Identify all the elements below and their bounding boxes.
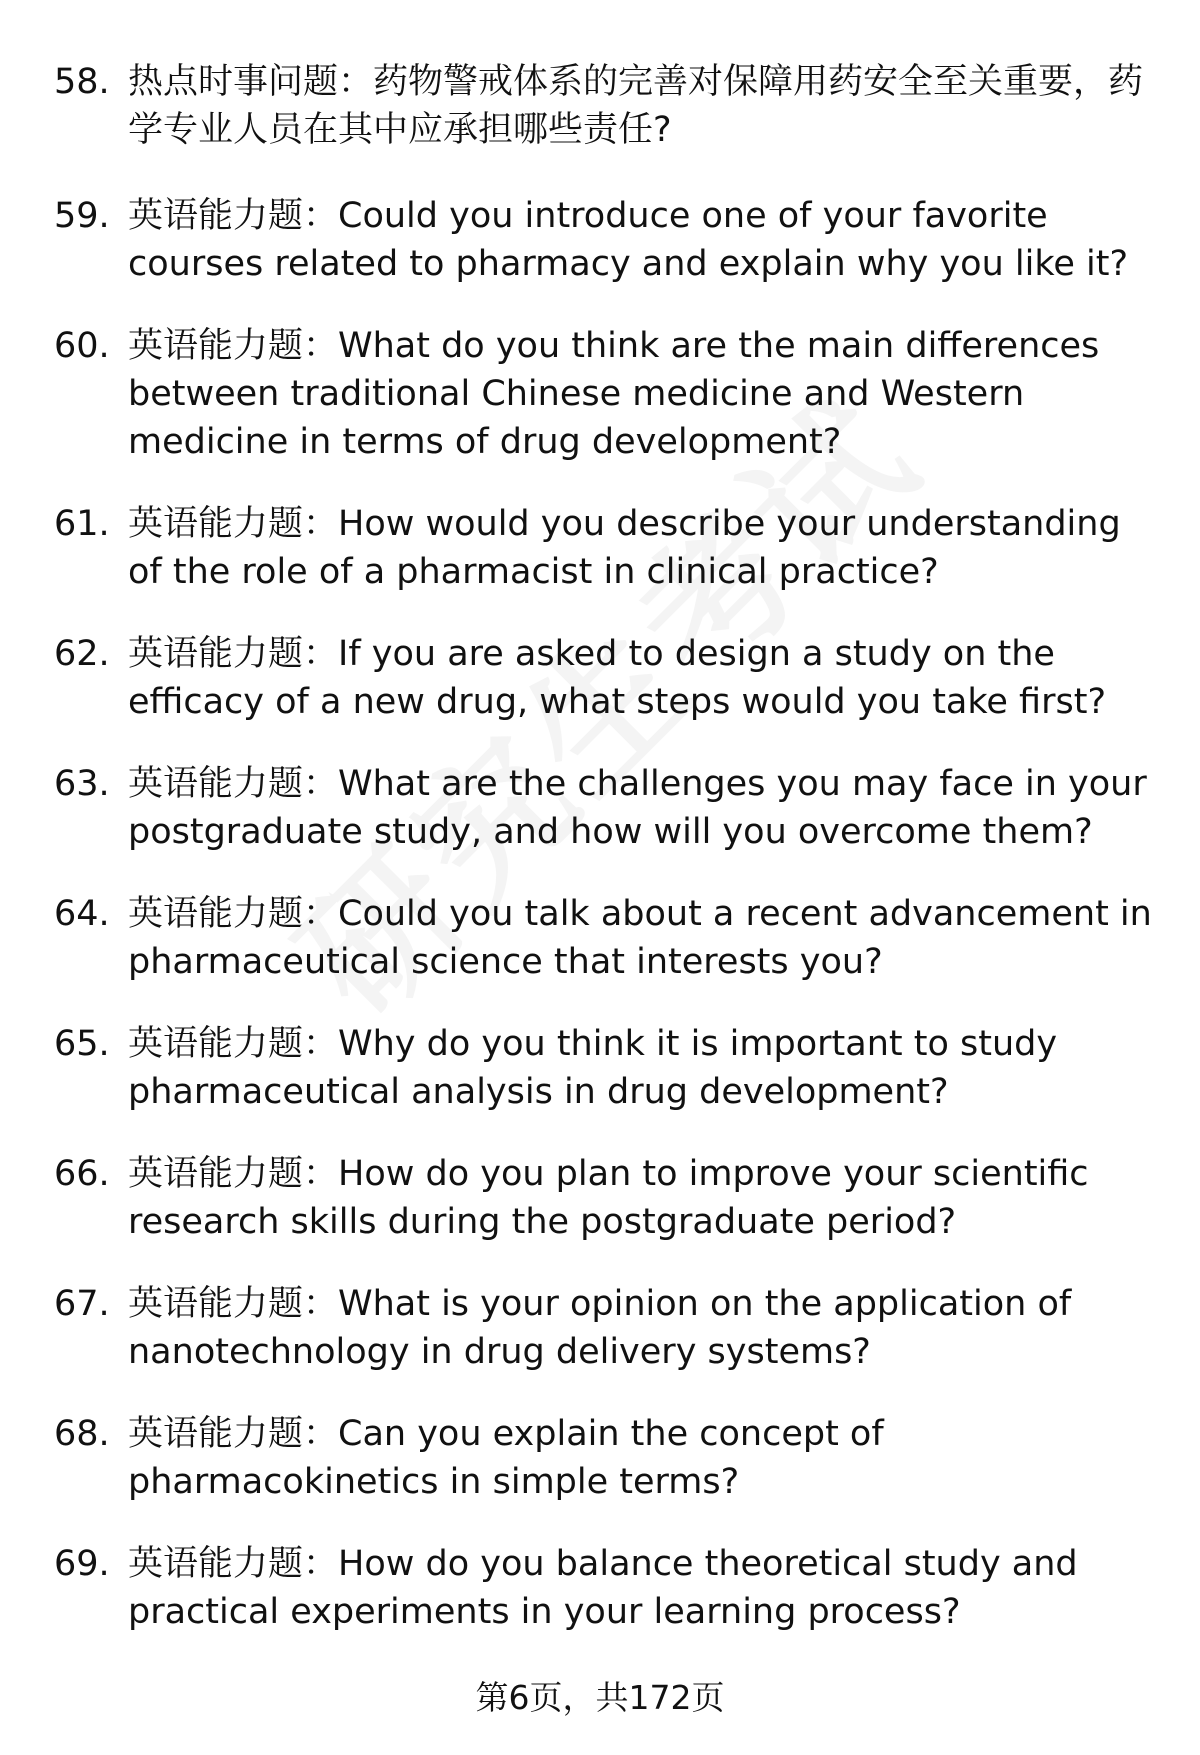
question-number: 64.	[54, 894, 110, 934]
question-item	[54, 1410, 1164, 1506]
question-item	[54, 630, 1164, 726]
question-number: 69.	[54, 1544, 110, 1584]
question-number: 59.	[54, 196, 110, 236]
question-text: 英语能力题：How do you plan to improve your scientific research skills during the postgraduate period?	[128, 1154, 1089, 1242]
question-item	[54, 58, 1164, 154]
question-text: 英语能力题：How do you balance theoretical study and practical experiments in your learning process?	[128, 1544, 1078, 1632]
question-number: 65.	[54, 1024, 110, 1064]
question-item	[54, 1020, 1164, 1116]
question-number: 58.	[54, 62, 110, 102]
question-item	[54, 500, 1164, 596]
question-number: 68.	[54, 1414, 110, 1454]
question-text: 英语能力题：Could you talk about a recent advancement in pharmaceutical science that interests you?	[128, 894, 1152, 982]
question-item	[54, 192, 1164, 288]
question-number: 62.	[54, 634, 110, 674]
question-number: 66.	[54, 1154, 110, 1194]
question-text: 英语能力题：Could you introduce one of your favorite courses related to pharmacy and explain why you like it?	[128, 196, 1129, 284]
question-text: 英语能力题：If you are asked to design a study on the efficacy of a new drug, what steps would you take first?	[128, 634, 1107, 722]
page-footer: 第6页，共172页	[475, 1678, 725, 1717]
question-text: 英语能力题：What do you think are the main differences between traditional Chinese medicine and Western medicine in terms of drug development?	[128, 326, 1100, 462]
question-item	[54, 1150, 1164, 1246]
question-text: 英语能力题：Why do you think it is important to study pharmaceutical analysis in drug development?	[128, 1024, 1058, 1112]
question-number: 61.	[54, 504, 110, 544]
question-number: 60.	[54, 326, 110, 366]
question-list	[54, 58, 1164, 1670]
question-item	[54, 890, 1164, 986]
question-text: 英语能力题：How would you describe your understanding of the role of a pharmacist in clinical practice?	[128, 504, 1121, 592]
question-item	[54, 322, 1164, 466]
question-number: 67.	[54, 1284, 110, 1324]
question-item	[54, 1540, 1164, 1636]
question-text: 英语能力题：What are the challenges you may face in your postgraduate study, and how will you overcome them?	[128, 764, 1147, 852]
question-item	[54, 1280, 1164, 1376]
question-text: 英语能力题：What is your opinion on the application of nanotechnology in drug delivery systems?	[128, 1284, 1072, 1372]
question-number: 63.	[54, 764, 110, 804]
question-item	[54, 760, 1164, 856]
question-text: 英语能力题：Can you explain the concept of pharmacokinetics in simple terms?	[128, 1414, 884, 1502]
question-text: 热点时事问题：药物警戒体系的完善对保障用药安全至关重要，药学专业人员在其中应承担哪些责任?	[128, 62, 1144, 150]
